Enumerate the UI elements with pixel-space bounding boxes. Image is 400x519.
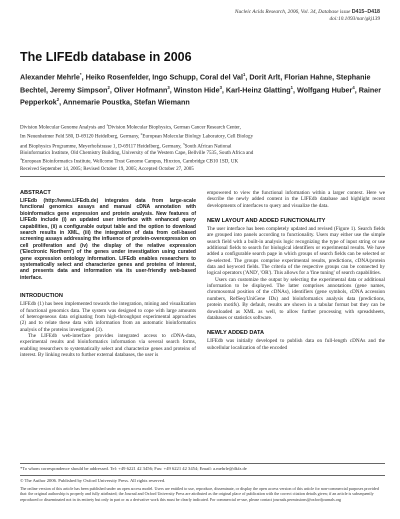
affiliation-line-3: and Biophysics Programme, Meyerhofstrasse 1, D-69117 Heidelberg, Germany, $^3$South African National <box>20 141 232 150</box>
newly-added-paragraph-1: LIFEdb was initially developed to publish data on full-length cDNAs and the subcellular localization of the encoded <box>207 338 385 351</box>
author-name: Wolfgang Huber <box>296 84 353 94</box>
author-name: Alexander Mehrle <box>20 72 80 82</box>
author-affiliation-marker: * <box>79 72 82 77</box>
author-name: Annemarie Poustka <box>62 97 130 107</box>
affiliation-line-5: $^4$European Bioinformatics Institute, Wellcome Trust Genome Campus, Hinxton, Cambridge CB10 1SD, UK <box>20 157 239 166</box>
author-name: Karl-Heinz Glatting <box>225 84 291 94</box>
author-name: Florian Hahne <box>284 72 333 82</box>
author-name: Ingo Schupp <box>152 72 196 82</box>
author-affiliation-marker: 1 <box>290 84 293 90</box>
author-list: Alexander Mehrle*, Heiko Rosenfelder, Ingo Schupp, Coral del Val$^1$, Dorit Arlt, Florian Hahne, Stephanie Bechtel, Jeremy Simpson$^2$, Oliver Hofmann$^3$, Winston Hide$^3$, Karl-Heinz Glatting$^1$, Wolfgang Huber$^4$, Rainer Pepperkok$^2$, Annemarie Poustka, Stefan Wiemann <box>20 72 382 107</box>
author-name: Coral del Val <box>199 72 243 82</box>
introduction-paragraph-2: The LIFEdb web-interface provides integrated access to cDNA-data, experimental results and bioinformatics information via several search forms, enabling researchers to systematically select and characterize genes and proteins of interest. By linking results to further external databases, the user is <box>20 333 196 359</box>
author-name: Winston Hide <box>173 84 220 94</box>
author-affiliation-marker: 2 <box>56 97 60 103</box>
affiliation-line-2: Im Neuenheimer Feld 580, D-69120 Heidelberg, Germany, $^2$European Molecular Biology Laboratory, Cell Biology <box>20 132 254 140</box>
author-affiliation-marker: 3 <box>219 84 222 90</box>
newly-added-heading: NEWLY ADDED DATA <box>207 330 265 337</box>
page-range: D415–D418 <box>351 9 380 15</box>
new-layout-paragraph-1: The user interface has been completely updated and revised (Figure 1). Search fields are grouped into panels according to functionality. Users may either use the simple search field with a built-in analysis logic recognizing the type of input string or use additional fields to search for biological identifiers or experimental results. We have added a configurable search page in which groups of search fields can be selected or de-selected. The groups comprise experimental results, predictions, cDNA/protein data and keyword fields. The criteria of the respective groups can be connected by logical operators ('AND', 'OR'). This allows for a 'fine tuning' of search capabilities. <box>207 226 385 277</box>
author-name: Rainer Pepperkok <box>20 84 382 107</box>
journal-citation <box>235 9 380 16</box>
abstract-heading: ABSTRACT <box>20 190 51 196</box>
author-affiliation-marker: 1 <box>242 72 246 77</box>
affiliations <box>20 122 390 166</box>
author-name: Jeremy Simpson <box>49 84 108 94</box>
left-column <box>20 190 196 358</box>
introduction-heading: INTRODUCTION <box>20 293 63 300</box>
introduction-paragraph-1: LIFEdb (1) has been implemented towards the integration, mining and visualization of functional genomics data. The system was designed to cope with large amounts of heterogeneous data originating from high-throughput experimental approaches (2) and to relate these data with information from an automatic bioinformatics analysis of the proteins investigated (3). <box>20 301 196 333</box>
footnote-divider <box>20 463 385 464</box>
copyright-line: © The Author 2006. Published by Oxford University Press. All rights reserved. <box>20 475 385 484</box>
correspondence-note: *To whom correspondence should be addressed. Tel: +49 6221 42 3456; Fax: +49 6221 42 3454; Email: a.mehrle@dkfz.de <box>20 466 247 471</box>
author-affiliation-marker: 3 <box>167 84 170 90</box>
header-divider <box>20 176 385 177</box>
received-dates: Received September 14, 2005; Revised October 19, 2005; Accepted October 27, 2005 <box>20 166 194 172</box>
journal-reference <box>235 9 380 22</box>
author-name: Stefan Wiemann <box>133 97 190 107</box>
author-name: Stephanie Bechtel <box>20 72 371 94</box>
new-layout-heading: NEW LAYOUT AND ADDED FUNCTIONALITY <box>207 218 326 225</box>
journal-citation-text: Nucleic Acids Research, 2006, Vol. 34, Database issue <box>234 9 351 15</box>
author-affiliation-marker: 2 <box>107 84 110 90</box>
author-affiliation-marker: 4 <box>352 84 355 90</box>
paper-title: The LIFEdb database in 2006 <box>20 50 192 64</box>
abstract-text: LIFEdb (http://www.LIFEdb.de) integrates data from large-scale functional genomics assays and manual cDNA annotation with bioinformatics gene expression and protein analysis. New features of LIFEdb include (i) an updated user interface with enhanced query capabilities, (ii) a configurable output table and the option to download search results in XML, (iii) the integration of data from cell-based screening assays addressing the influence of protein-overexpression on cell proliferation and (iv) the display of the relative expression ('Electronic Northern') of the genes under investigation using curated gene expression ontology information. LIFEdb enables researchers to systematically select and characterize genes and proteins of interest, and presents data and information via its user-friendly web-based interface. <box>20 198 196 281</box>
open-access-note: The online version of this article has been published under an open access model. Users are entitled to use, reproduce, disseminate, or display the open access version of this article for non-commercial purposes provided that: the original authorship is properly and fully attributed; the Journal and Oxford University Press are attributed as the original place of publication with the correct citation details given; if an article is subsequently reproduced or disseminated not in its entirety but only in part or as a derivative work this must be clearly indicated. For commercial re-use, please contact journals.permissions@oxfordjournals.org <box>20 486 379 502</box>
right-column <box>207 190 385 351</box>
footnotes <box>20 466 385 502</box>
doi-line: doi:10.1093/nar/gkj139 <box>329 15 380 22</box>
affiliation-line-4: Bioinformatics Institute, Old Chemistry Building, University of the Western Cape, Bellville 7535, South Africa and <box>20 149 254 156</box>
author-name: Oliver Hofmann <box>113 84 168 94</box>
new-layout-paragraph-2: Users can customize the output by selecting the experimental data or additional information to be displayed. The latter comprises annotations (gene names, chromosomal position of the cDNAs), identifiers (gene symbols, cDNA accession numbers, RefSeq/UniGene IDs) and bioinformatics analysis data (predictions, protein motifs). By default, results are shown in a tabular format but they can be downloaded as XML as well, to allow further processing with spreadsheets, databases or statistics software. <box>207 276 385 321</box>
author-name: Dorit Arlt <box>249 72 281 82</box>
introduction-continuation: empowered to view the functional information within a larger context. Here we describe the newly added content in the LIFEdb database and highlight recent developments of interfaces to query and visualize the data. <box>207 190 385 209</box>
affiliation-line-1: Division Molecular Genome Analysis and $^1$Division Molecular Biophysics, German Cancer Research Center, <box>20 123 241 131</box>
author-name: Heiko Rosenfelder <box>85 72 149 82</box>
